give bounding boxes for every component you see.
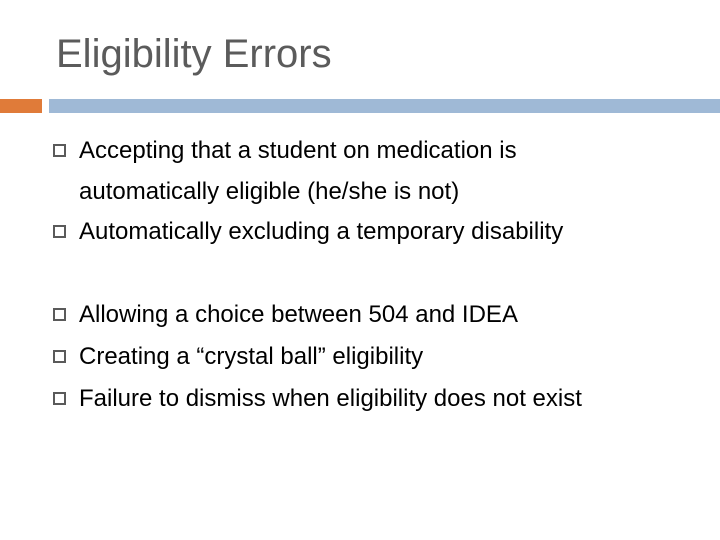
bullet-text: Accepting that a student on medication is automatically eligible (he/she is not) [79,137,517,205]
bullet-text: Automatically excluding a temporary disability [79,218,564,245]
bullet-item [79,378,659,419]
bullet-text: Allowing a choice between 504 and IDEA [79,301,518,328]
slide-title: Eligibility Errors [56,32,332,76]
bullet-item [79,130,659,212]
hollow-square-icon [53,144,66,157]
hollow-square-icon [53,350,66,363]
bullet-text: Failure to dismiss when eligibility does not exist [79,385,582,412]
bullet-item [79,336,659,377]
hollow-square-icon [53,308,66,321]
hollow-square-icon [53,392,66,405]
hollow-square-icon [53,225,66,238]
bullet-item [79,294,659,335]
bullet-text: Creating a “crystal ball” eligibility [79,343,424,370]
bullet-item [79,211,659,252]
